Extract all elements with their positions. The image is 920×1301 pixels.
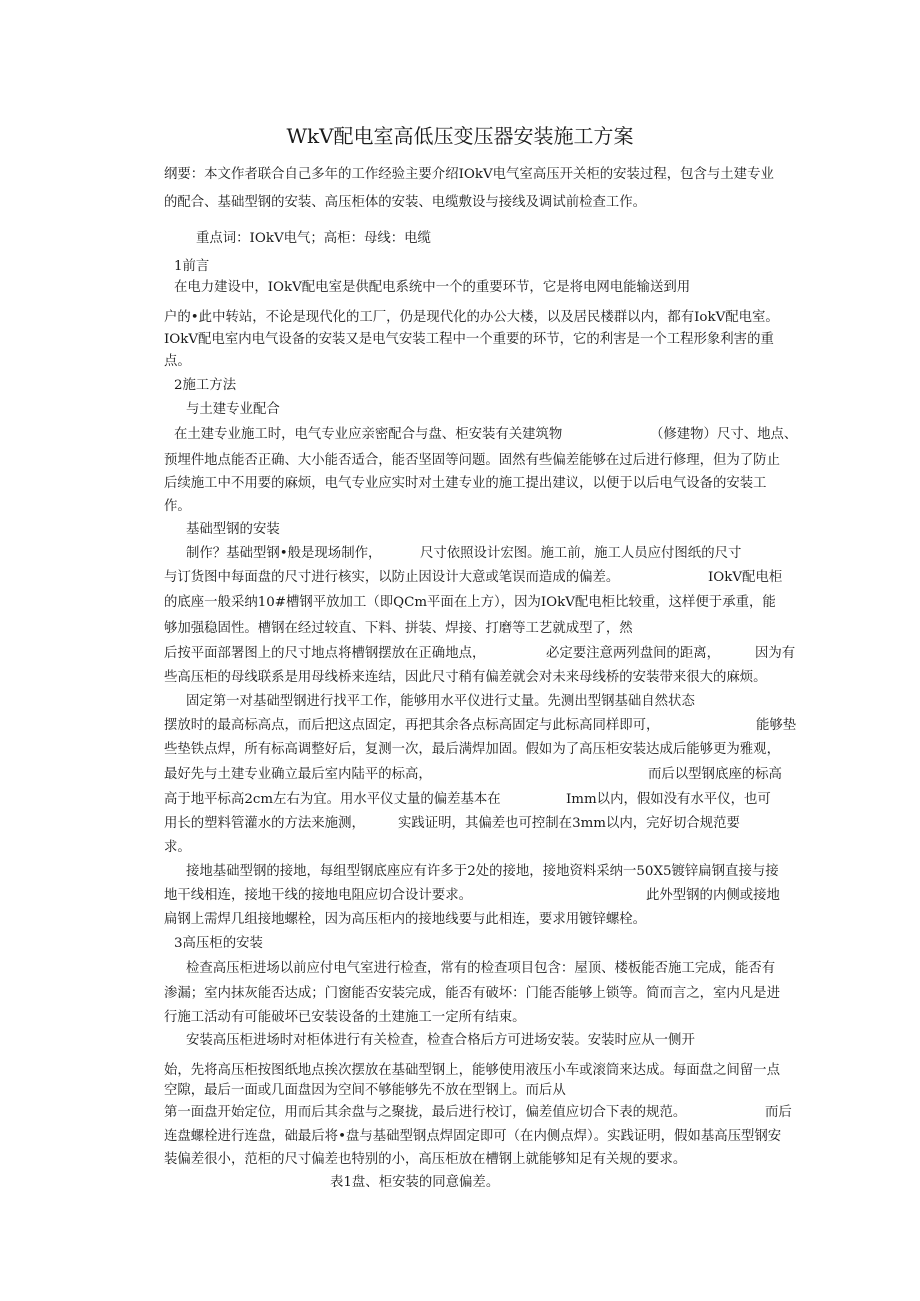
paragraph-line: 实践证明，其偏差也可控制在3mm以内，完好切合规范要 [398, 816, 740, 831]
paragraph-line: 地干线相连，接地干线的接地电阻应切合设计要求。 [164, 888, 472, 903]
paragraph-line: 在土建专业施工时，电气专业应亲密配合与盘、柜安装有关建筑物 [174, 427, 563, 442]
paragraph-line: 而后 [765, 1105, 792, 1120]
paragraph-line: 求。 [164, 840, 191, 855]
section-heading: 3高压柜的安装 [174, 936, 263, 951]
paragraph-line: 接地基础型钢的接地，每组型钢底座应有许多于2处的接地，接地资料采纳一50X5镀锌扁钢直接与接 [186, 864, 779, 879]
table-caption: 表1盘、柜安装的同意偏差。 [330, 1175, 500, 1190]
paragraph-line: 因为有 [755, 646, 796, 661]
paragraph-line: 预埋件地点能否正确、大小能否适合，能否坚固等问题。固然有些偏差能够在过后进行修理，但为了防止 [164, 453, 780, 468]
abstract-line: 纲要：本文作者联合自己多年的工作经验主要介绍IOkV电气室高压开关柜的安装过程，包含与土建专业 [164, 167, 774, 182]
paragraph-line: 后按平面部署图上的尺寸地点将槽钢摆放在正确地点， [164, 646, 486, 661]
section-heading: 2施工方法 [174, 378, 237, 393]
paragraph-line: 点。 [164, 354, 191, 369]
paragraph-line: 高于地平标高2cm左右为宜。用水平仪丈量的偏差基本在 [164, 792, 501, 807]
paragraph-line: 始，先将高压柜按图纸地点挨次摆放在基础型钢上，能够使用液压小车或滚筒来达成。每面盘之间留一点 [164, 1063, 780, 1078]
paragraph-line: 而后以型钢底座的标高 [648, 767, 782, 782]
paragraph-line: 后续施工中不用要的麻烦，电气专业应实时对土建专业的施工提出建议，以便于以后电气设备的安装工 [164, 476, 767, 491]
paragraph-line: 摆放时的最高标高点，而后把这点固定，再把其余各点标高固定与此标高同样即可， [164, 718, 660, 733]
paragraph-line: 最好先与土建专业确立最后室内陆平的标高， [164, 767, 432, 782]
paragraph-line: 在电力建设中，IOkV配电室是供配电系统中一个的重要环节，它是将电网电能输送到用 [174, 280, 691, 295]
paragraph-line: IOkV配电室内电气设备的安装又是电气安装工程中一个重要的环节，它的利害是一个工程形象利害的重 [164, 332, 774, 347]
paragraph-line: 安装高压柜进场时对柜体进行有关检查，检查合格后方可进场安装。安装时应从一侧开 [186, 1033, 695, 1048]
paragraph-line: 连盘螺栓进行连盘，础最后将•盘与基础型钢点焊固定即可（在内侧点焊）。实践证明，假如基高压型钢安 [164, 1129, 782, 1144]
paragraph-line: 第一面盘开始定位，用而后其余盘与之聚拢，最后进行校订，偏差值应切合下表的规范。 [164, 1105, 687, 1120]
paragraph-line: 装偏差很小，范柜的尺寸偏差也特别的小，高压柜放在槽钢上就能够知足有关规的要求。 [164, 1152, 687, 1167]
paragraph-line: IOkV配电柜 [708, 570, 783, 585]
subsection-heading: 基础型钢的安装 [186, 522, 280, 537]
paragraph-line: 空隙，最后一面或几面盘因为空间不够能够先不放在型钢上。而后从 [164, 1083, 566, 1098]
paragraph-line: 必定要注意两列盘间的距离， [546, 646, 721, 661]
paragraph-line: （修建物）尺寸、地点、 [650, 427, 798, 442]
paragraph-line: 尺寸依照设计宏图。施工前，施工人员应付图纸的尺寸 [420, 546, 742, 561]
paragraph-line: 扁钢上需焊几组接地螺栓，因为高压柜内的接地线要与此相连，要求用镀锌螺栓。 [164, 912, 647, 927]
keywords-line: 重点词：IOkV电气；高柜：母线：电缆 [196, 231, 431, 246]
paragraph-line: 此外型钢的内侧或接地 [646, 888, 780, 903]
paragraph-line: 制作？基础型钢•般是现场制作， [186, 546, 382, 561]
paragraph-line: 的底座一般采纳10#槽钢平放加工（即QCm平面在上方），因为IOkV配电柜比较重，这样便于承重，能 [164, 595, 776, 610]
paragraph-line: 渗漏；室内抹灰能否达成；门窗能否安装完成，能否有破坏：门能否能够上锁等。简而言之，室内凡是进 [164, 986, 780, 1001]
paragraph-line: 与订货图中每面盘的尺寸进行核实，以防止因设计大意或笔误而造成的偏差。 [164, 570, 620, 585]
paragraph-line: 用长的塑料管灌水的方法来施测， [164, 816, 365, 831]
paragraph-line: Imm以内，假如没有水平仪，也可 [566, 792, 771, 807]
abstract-line: 的配合、基础型钢的安装、高压柜体的安装、电缆敷设与接线及调试前检查工作。 [164, 195, 647, 210]
document-title: WkV配电室高低压变压器安装施工方案 [286, 124, 634, 148]
paragraph-line: 够加强稳固性。槽钢在经过较直、下料、拼装、焊接、打磨等工艺就成型了，然 [164, 621, 633, 636]
paragraph-line: 固定第一对基础型钢进行找平工作，能够用水平仪进行丈量。先测出型钢基础自然状态 [186, 694, 695, 709]
paragraph-line: 户的•此中转站，不论是现代化的工厂，仍是现代化的办公大楼，以及居民楼群以内，都有IokV配电室。 [164, 310, 779, 325]
section-heading: 1前言 [174, 259, 210, 274]
paragraph-line: 些高压柜的母线联系是用母线桥来连结，因此尺寸稍有偏差就会对未来母线桥的安装带来很大的麻烦。 [164, 670, 767, 685]
subsection-heading: 与土建专业配合 [186, 402, 280, 417]
paragraph-line: 检查高压柜进场以前应付电气室进行检查，常有的检查项目包含：屋顶、楼板能否施工完成，能否有 [186, 961, 776, 976]
paragraph-line: 作。 [164, 499, 191, 514]
paragraph-line: 些垫铁点焊，所有标高调整好后，复测一次，最后满焊加固。假如为了高压柜安装达成后能够更为雅观， [164, 742, 780, 757]
paragraph-line: 行施工活动有可能破坏已安装设备的土建施工一定所有结束。 [164, 1010, 526, 1025]
paragraph-line: 能够垫 [756, 718, 797, 733]
